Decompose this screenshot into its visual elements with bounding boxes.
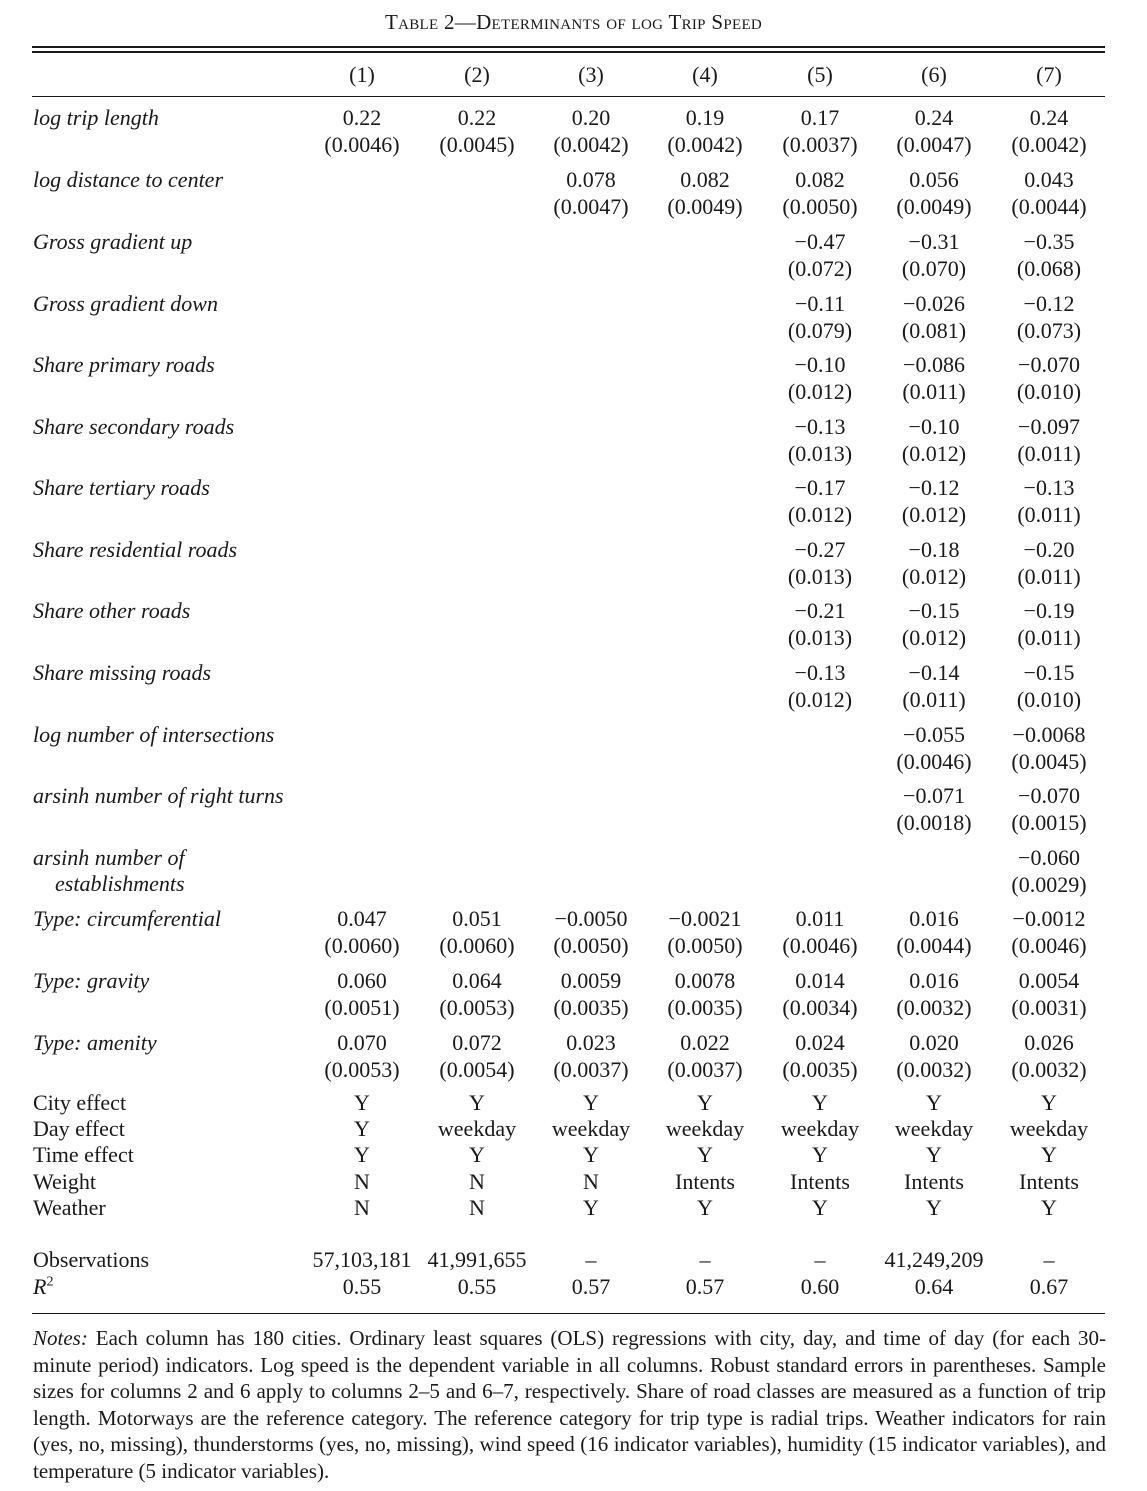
standard-error: (0.012) — [787, 502, 853, 527]
coef-cell — [989, 351, 1109, 405]
coef-cell — [874, 659, 994, 713]
row-label-text: log number of intersections — [33, 722, 275, 747]
coefficient: −0.15 — [1023, 660, 1075, 685]
stat-value: – — [585, 1247, 597, 1272]
effect-value: Y — [354, 1116, 370, 1141]
coef-cell — [645, 905, 765, 959]
coef-cell — [302, 967, 422, 1021]
coefficient: −0.31 — [908, 229, 960, 254]
standard-error: (0.068) — [1016, 256, 1082, 281]
standard-error: (0.011) — [1017, 441, 1081, 466]
column-header: (2) — [464, 62, 490, 87]
coef-cell — [760, 967, 880, 1021]
row-label — [33, 968, 149, 994]
coefficient: 0.043 — [1024, 167, 1074, 192]
standard-error: (0.0045) — [439, 132, 515, 157]
coefficient: −0.19 — [1023, 598, 1075, 623]
coefficient: 0.24 — [1029, 105, 1069, 130]
coef-cell — [531, 104, 651, 158]
standard-error: (0.0037) — [553, 1057, 629, 1082]
effect-label: Weight — [33, 1169, 96, 1194]
standard-error: (0.012) — [901, 564, 967, 589]
stat-label-superscript: 2 — [46, 1274, 54, 1290]
coef-cell — [874, 597, 994, 651]
row-label-text: arsinh number of — [33, 845, 185, 870]
standard-error: (0.0053) — [324, 1057, 400, 1082]
coefficient: 0.020 — [909, 1030, 959, 1055]
row-label-text: log distance to center — [33, 167, 224, 192]
column-header: (3) — [578, 62, 604, 87]
coef-cell — [989, 413, 1109, 467]
standard-error: (0.0032) — [1011, 1057, 1087, 1082]
effect-value: Intents — [1019, 1169, 1079, 1194]
coef-cell — [531, 1029, 651, 1083]
coefficient: 0.014 — [795, 968, 845, 993]
standard-error: (0.0029) — [1011, 872, 1087, 897]
coefficient: 0.011 — [795, 906, 845, 931]
stat-value: 0.64 — [914, 1274, 954, 1299]
effect-value: Y — [812, 1142, 828, 1167]
coefficient: 0.016 — [909, 968, 959, 993]
standard-error: (0.0044) — [896, 933, 972, 958]
standard-error: (0.011) — [1017, 502, 1081, 527]
column-header: (5) — [807, 62, 833, 87]
standard-error: (0.0047) — [896, 132, 972, 157]
coef-cell — [417, 1029, 537, 1083]
coefficient: 0.051 — [452, 906, 502, 931]
effect-value: Intents — [675, 1169, 735, 1194]
effect-value: Y — [697, 1090, 713, 1115]
coef-cell — [874, 290, 994, 344]
row-label — [33, 722, 274, 748]
coefficient: −0.13 — [794, 660, 846, 685]
coef-cell — [874, 721, 994, 775]
row-label — [33, 229, 192, 255]
effect-label: Day effect — [33, 1116, 125, 1141]
coefficient: −0.10 — [908, 414, 960, 439]
coefficient: 0.022 — [680, 1030, 730, 1055]
coefficient: 0.0059 — [560, 968, 622, 993]
standard-error: (0.012) — [901, 502, 967, 527]
coef-cell — [645, 1029, 765, 1083]
row-label — [33, 1030, 157, 1056]
coefficient: −0.12 — [1023, 291, 1075, 316]
stat-value: 0.57 — [571, 1274, 611, 1299]
coef-cell — [874, 1029, 994, 1083]
coefficient: −0.0068 — [1012, 722, 1086, 747]
standard-error: (0.0035) — [667, 995, 743, 1020]
standard-error: (0.012) — [787, 687, 853, 712]
coefficient: 0.082 — [795, 167, 845, 192]
standard-error: (0.081) — [901, 318, 967, 343]
coef-cell — [874, 413, 994, 467]
stat-value: 57,103,181 — [312, 1247, 412, 1272]
effect-label: City effect — [33, 1090, 127, 1115]
stat-value: – — [814, 1247, 826, 1272]
stat-value: 41,991,655 — [427, 1247, 527, 1272]
row-label-text: Share missing roads — [33, 660, 212, 685]
coefficient: −0.0012 — [1012, 906, 1086, 931]
stat-value: – — [699, 1247, 711, 1272]
effect-value: N — [469, 1195, 485, 1220]
coefficient: −0.10 — [794, 352, 846, 377]
notes-label: Notes: — [33, 1326, 88, 1350]
standard-error: (0.0054) — [439, 1057, 515, 1082]
coef-cell — [874, 228, 994, 282]
effect-label: Weather — [33, 1195, 106, 1220]
effect-value: Y — [1041, 1090, 1057, 1115]
coef-cell — [645, 967, 765, 1021]
effect-value: Intents — [790, 1169, 850, 1194]
row-label — [33, 475, 210, 501]
row-label — [33, 845, 185, 897]
stat-value: 41,249,209 — [884, 1247, 984, 1272]
coef-cell — [874, 905, 994, 959]
effect-value: weekday — [1009, 1116, 1089, 1141]
bottom-rule — [32, 1313, 1105, 1314]
coef-cell — [989, 782, 1109, 836]
coefficient: −0.070 — [1018, 352, 1080, 377]
row-label-text: Gross gradient down — [33, 291, 218, 316]
stat-value: 0.55 — [457, 1274, 497, 1299]
coef-cell — [417, 967, 537, 1021]
standard-error: (0.011) — [1017, 564, 1081, 589]
coefficient: −0.071 — [903, 783, 965, 808]
standard-error: (0.0049) — [896, 194, 972, 219]
row-label-text: log trip length — [33, 105, 159, 130]
effect-value: Y — [1041, 1142, 1057, 1167]
effect-label: Time effect — [33, 1142, 134, 1167]
coef-cell — [531, 905, 651, 959]
coef-cell — [989, 228, 1109, 282]
coefficient: −0.055 — [903, 722, 965, 747]
coefficient: −0.18 — [908, 537, 960, 562]
standard-error: (0.0032) — [896, 1057, 972, 1082]
coef-cell — [989, 844, 1109, 898]
standard-error: (0.010) — [1016, 379, 1082, 404]
effect-value: N — [469, 1169, 485, 1194]
coef-cell — [302, 1029, 422, 1083]
effect-value: Intents — [904, 1169, 964, 1194]
standard-error: (0.0050) — [667, 933, 743, 958]
row-label — [33, 414, 234, 440]
table-notes — [33, 1325, 1106, 1484]
standard-error: (0.079) — [787, 318, 853, 343]
stat-label — [33, 1247, 149, 1273]
coefficient: −0.0050 — [554, 906, 628, 931]
coef-cell — [989, 166, 1109, 220]
coefficient: 0.024 — [795, 1030, 845, 1055]
coefficient: 0.22 — [457, 105, 497, 130]
standard-error: (0.0042) — [1011, 132, 1087, 157]
coefficient: −0.27 — [794, 537, 846, 562]
coef-cell — [989, 1029, 1109, 1083]
coef-cell — [874, 782, 994, 836]
coef-cell — [760, 659, 880, 713]
coefficient: −0.086 — [903, 352, 965, 377]
effect-value: Y — [926, 1090, 942, 1115]
standard-error: (0.012) — [787, 379, 853, 404]
standard-error: (0.0050) — [553, 933, 629, 958]
coefficient: 0.023 — [566, 1030, 616, 1055]
standard-error: (0.0034) — [782, 995, 858, 1020]
standard-error: (0.010) — [1016, 687, 1082, 712]
table-title: Table 2—Determinants of log Trip Speed — [384, 10, 763, 34]
effect-value: Y — [812, 1090, 828, 1115]
effect-value: Y — [697, 1142, 713, 1167]
coef-cell — [989, 536, 1109, 590]
row-label-text: Type: amenity — [33, 1030, 157, 1055]
coef-cell — [760, 597, 880, 651]
coefficient: 0.0078 — [674, 968, 736, 993]
coefficient: 0.064 — [452, 968, 502, 993]
coefficient: −0.0021 — [668, 906, 742, 931]
top-rule-2 — [32, 51, 1105, 53]
coef-cell — [302, 104, 422, 158]
standard-error: (0.070) — [901, 256, 967, 281]
coef-cell — [989, 967, 1109, 1021]
coefficient: −0.12 — [908, 475, 960, 500]
standard-error: (0.0050) — [782, 194, 858, 219]
standard-error: (0.0015) — [1011, 810, 1087, 835]
coefficient: 0.17 — [800, 105, 840, 130]
effect-value: weekday — [437, 1116, 517, 1141]
coef-cell — [989, 721, 1109, 775]
effect-value: Y — [926, 1142, 942, 1167]
column-header: (7) — [1036, 62, 1062, 87]
effect-value: Y — [583, 1090, 599, 1115]
effect-value: Y — [1041, 1195, 1057, 1220]
coefficient: −0.097 — [1018, 414, 1080, 439]
effect-value: N — [583, 1169, 599, 1194]
coef-cell — [531, 166, 651, 220]
standard-error: (0.0053) — [439, 995, 515, 1020]
coef-cell — [874, 104, 994, 158]
standard-error: (0.0044) — [1011, 194, 1087, 219]
coef-cell — [989, 597, 1109, 651]
coef-cell — [989, 659, 1109, 713]
coef-cell — [874, 166, 994, 220]
coef-cell — [760, 905, 880, 959]
standard-error: (0.073) — [1016, 318, 1082, 343]
effect-value: Y — [354, 1142, 370, 1167]
coefficient: −0.15 — [908, 598, 960, 623]
standard-error: (0.0051) — [324, 995, 400, 1020]
standard-error: (0.0042) — [667, 132, 743, 157]
effect-value: Y — [583, 1142, 599, 1167]
effect-value: Y — [469, 1142, 485, 1167]
effect-value: Y — [583, 1195, 599, 1220]
standard-error: (0.0037) — [782, 132, 858, 157]
coef-cell — [417, 905, 537, 959]
standard-error: (0.011) — [1017, 625, 1081, 650]
standard-error: (0.013) — [787, 441, 853, 466]
coef-cell — [760, 474, 880, 528]
row-label-text: Share primary roads — [33, 352, 215, 377]
row-label-text: Share secondary roads — [33, 414, 235, 439]
standard-error: (0.0046) — [896, 749, 972, 774]
coefficient: 0.016 — [909, 906, 959, 931]
coefficient: −0.026 — [903, 291, 965, 316]
standard-error: (0.013) — [787, 625, 853, 650]
row-label — [33, 291, 218, 317]
coef-cell — [989, 104, 1109, 158]
row-label-text: Gross gradient up — [33, 229, 193, 254]
header-rule — [32, 96, 1105, 97]
coefficient: 0.026 — [1024, 1030, 1074, 1055]
coef-cell — [760, 536, 880, 590]
standard-error: (0.0042) — [553, 132, 629, 157]
coefficient: 0.20 — [571, 105, 611, 130]
row-label — [33, 783, 284, 809]
standard-error: (0.0018) — [896, 810, 972, 835]
coefficient: −0.35 — [1023, 229, 1075, 254]
row-label — [33, 105, 159, 131]
row-label-text: Type: circumferential — [33, 906, 221, 931]
coefficient: −0.13 — [794, 414, 846, 439]
row-label-text: Share tertiary roads — [33, 475, 210, 500]
coefficient: 0.0054 — [1018, 968, 1080, 993]
coef-cell — [531, 967, 651, 1021]
coefficient: 0.047 — [337, 906, 387, 931]
standard-error: (0.0060) — [324, 933, 400, 958]
effect-value: N — [354, 1195, 370, 1220]
standard-error: (0.011) — [902, 379, 966, 404]
coefficient: 0.24 — [914, 105, 954, 130]
row-label-text: Share other roads — [33, 598, 191, 623]
row-label-text: Type: gravity — [33, 968, 150, 993]
coef-cell — [874, 536, 994, 590]
row-label — [33, 906, 221, 932]
standard-error: (0.0047) — [553, 194, 629, 219]
coef-cell — [417, 104, 537, 158]
row-label-text: arsinh number of right turns — [33, 783, 284, 808]
stat-value: 0.55 — [342, 1274, 382, 1299]
coefficient: −0.47 — [794, 229, 846, 254]
standard-error: (0.0035) — [553, 995, 629, 1020]
coef-cell — [989, 905, 1109, 959]
coef-cell — [760, 290, 880, 344]
coefficient: 0.22 — [342, 105, 382, 130]
row-label — [33, 598, 190, 624]
row-label-text: Share residential roads — [33, 537, 238, 562]
column-header: (4) — [692, 62, 718, 87]
coefficient: −0.21 — [794, 598, 846, 623]
stat-value: 0.57 — [685, 1274, 725, 1299]
standard-error: (0.012) — [901, 625, 967, 650]
standard-error: (0.0032) — [896, 995, 972, 1020]
coefficient: 0.19 — [685, 105, 725, 130]
standard-error: (0.0045) — [1011, 749, 1087, 774]
coefficient: −0.20 — [1023, 537, 1075, 562]
effect-value: Y — [354, 1090, 370, 1115]
coef-cell — [760, 104, 880, 158]
row-label — [33, 537, 237, 563]
column-header: (6) — [921, 62, 947, 87]
standard-error: (0.0046) — [782, 933, 858, 958]
coefficient: −0.070 — [1018, 783, 1080, 808]
notes-text: Each column has 180 cities. Ordinary least squares (OLS) regressions with city, day, and time of day (for each 30-minute period) indicators. Log speed is the dependent variable in all columns. Robust standard errors in parentheses. Sample sizes for columns 2 and 6 apply to columns 2–5 and 6–7, respectively. Share of road classes are measured as a function of trip length. Motorways are the reference category. The reference category for trip type is radial trips. Weather indicators for rain (yes, no, missing), thunderstorms (yes, no, missing), wind speed (16 indicator variables), humidity (15 indicator variables), and temperature (5 indicator variables). — [33, 1326, 1106, 1483]
stat-value: 0.60 — [800, 1274, 840, 1299]
top-rule-1 — [32, 46, 1105, 48]
coef-cell — [874, 967, 994, 1021]
coef-cell — [874, 474, 994, 528]
coefficient: −0.13 — [1023, 475, 1075, 500]
stat-value: 0.67 — [1029, 1274, 1069, 1299]
coef-cell — [989, 290, 1109, 344]
coef-cell — [302, 905, 422, 959]
effect-value: Y — [469, 1090, 485, 1115]
row-label — [33, 660, 211, 686]
effect-value: weekday — [665, 1116, 745, 1141]
stat-value: – — [1043, 1247, 1055, 1272]
effect-value: Y — [697, 1195, 713, 1220]
row-label-text-line2: establishments — [55, 871, 185, 896]
effect-value: Y — [926, 1195, 942, 1220]
standard-error: (0.072) — [787, 256, 853, 281]
coefficient: −0.17 — [794, 475, 846, 500]
standard-error: (0.0046) — [1011, 933, 1087, 958]
coefficient: 0.056 — [909, 167, 959, 192]
coef-cell — [989, 474, 1109, 528]
coef-cell — [760, 351, 880, 405]
coefficient: −0.11 — [794, 291, 846, 316]
row-label — [33, 167, 223, 193]
coefficient: −0.060 — [1018, 845, 1080, 870]
coefficient: −0.14 — [908, 660, 960, 685]
stat-label-text: R — [33, 1274, 47, 1299]
standard-error: (0.013) — [787, 564, 853, 589]
coef-cell — [645, 166, 765, 220]
stat-label-text: Observations — [33, 1247, 150, 1272]
row-label — [33, 352, 215, 378]
standard-error: (0.0046) — [324, 132, 400, 157]
coefficient: 0.078 — [566, 167, 616, 192]
coef-cell — [760, 166, 880, 220]
coefficient: 0.070 — [337, 1030, 387, 1055]
standard-error: (0.012) — [901, 441, 967, 466]
standard-error: (0.011) — [902, 687, 966, 712]
standard-error: (0.0060) — [439, 933, 515, 958]
coef-cell — [645, 104, 765, 158]
effect-value: weekday — [894, 1116, 974, 1141]
coef-cell — [760, 1029, 880, 1083]
effect-value: N — [354, 1169, 370, 1194]
coef-cell — [874, 351, 994, 405]
effect-value: weekday — [780, 1116, 860, 1141]
coef-cell — [760, 413, 880, 467]
standard-error: (0.0049) — [667, 194, 743, 219]
coefficient: 0.060 — [337, 968, 387, 993]
standard-error: (0.0031) — [1011, 995, 1087, 1020]
standard-error: (0.0037) — [667, 1057, 743, 1082]
effect-value: weekday — [551, 1116, 631, 1141]
effect-value: Y — [812, 1195, 828, 1220]
column-header: (1) — [349, 62, 375, 87]
coefficient: 0.072 — [452, 1030, 502, 1055]
standard-error: (0.0035) — [782, 1057, 858, 1082]
coef-cell — [760, 228, 880, 282]
coefficient: 0.082 — [680, 167, 730, 192]
stat-label — [33, 1274, 53, 1300]
